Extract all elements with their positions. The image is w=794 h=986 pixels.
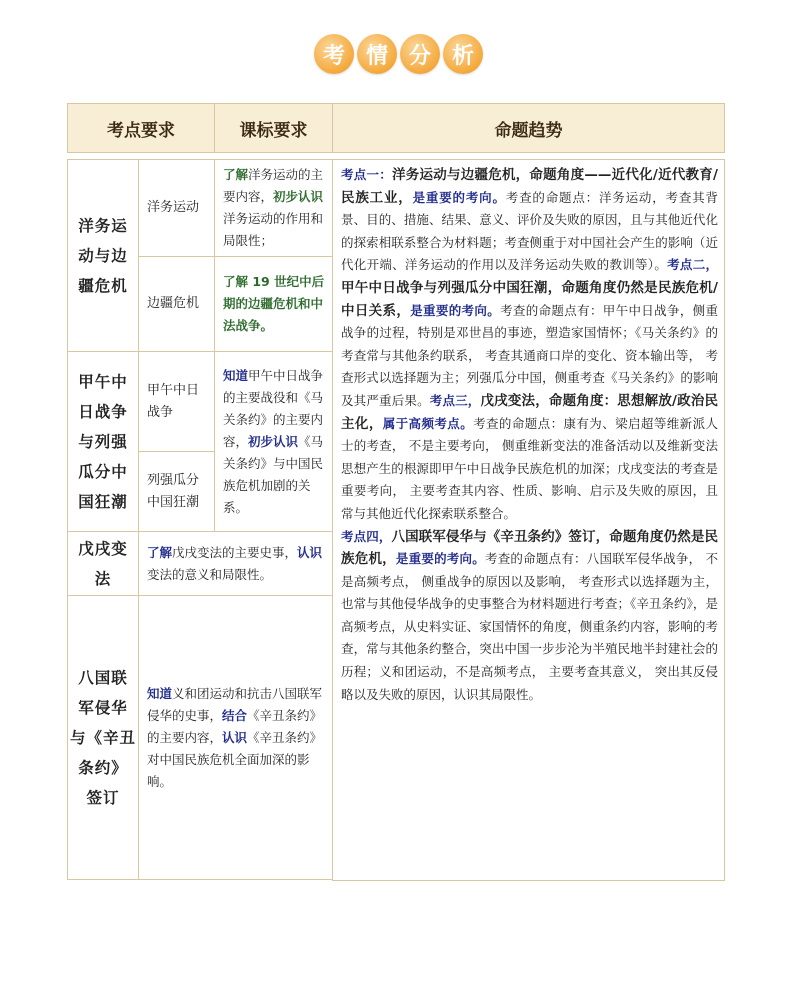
header-trend: 命题趋势	[333, 104, 725, 153]
sub-yangwu: 洋务运动	[139, 160, 215, 257]
banner-char: 析	[443, 34, 483, 74]
trend-column: 考点一：洋务运动与边疆危机，命题角度——近代化/近代教育/民族工业，是重要的考向。考查的命题点：洋务运动，考查其背景、目的、措施、结果、意义、评价及失败的原因，且与其他近代化的探索相联系整合为材料题；考查侧重于对中国社会产生的影响（近代化开端、洋务运动的作用以及洋务运动失败的教训等）。考点二，甲午中日战争与列强瓜分中国狂潮，命题角度仍然是民族危机/中日关系，是重要的考向。考查的命题点有：甲午中日战争，侧重战争的过程，特别是邓世昌的事迹，塑造家国情怀；《马关条约》的考查常与其他条约联系， 考查其通商口岸的变化、资本输出等， 考查形式以选择题为主；列强瓜分中国，侧重考查《马关条约》的影响及其严重后果。考点三，戊戌变法，命题角度：思想解放/政治民主化，属于高频考点。考查的命题点：康有为、梁启超等维新派人士的考查， 不是主要考向， 侧重维新变法的准备活动以及维新变法思想产生的根源即甲午中日战争民族危机的加深；戊戌变法的考查是重要考向， 主要考查其内容、性质、影响、启示及失败的原因，且常与其他近代化探索联系整合。 考点四，八国联军侵华与《辛丑条约》签订，命题角度仍然是民族危机，是重要的考向。考查的命题点有：八国联军侵华战争， 不是高频考点， 侧重战争的原因以及影响， 考查形式以选择题为主， 也常与其他侵华战争的史事整合为材料题进行考查；《辛丑条约》，是高频考点，从史料实证、家国情怀的角度，侧重条约内容，影响的考查，常与其他条约整合，突出中国一步步沦为半殖民地半封建社会的历程；义和团运动，不是高频考点， 主要考查其意义， 突出其反侵略以及失败的原因，认识其局限性。	[333, 160, 725, 881]
std-bianjiang: 了解 19 世纪中后期的边疆危机和中法战争。	[215, 257, 333, 352]
header-table	[67, 103, 725, 153]
banner-char: 考	[314, 34, 354, 74]
std-baguo: 知道义和团运动和抗击八国联军侵华的史事，结合《辛丑条约》的主要内容，认识《辛丑条约》对中国民族危机全面加深的影响。	[139, 596, 333, 880]
header-kaodian: 考点要求	[68, 104, 215, 153]
sub-jiawu: 甲午中日 战争	[139, 352, 215, 452]
sub-bianjiang: 边疆危机	[139, 257, 215, 352]
topic-baguo: 八国联 军侵华 与《辛丑 条约》 签订	[68, 596, 139, 880]
std-yangwu: 了解洋务运动的主要内容，初步认识洋务运动的作用和局限性；	[215, 160, 333, 257]
header-kebiao: 课标要求	[215, 104, 333, 153]
banner-char: 分	[400, 34, 440, 74]
std-wuxu: 了解戊戌变法的主要史事，认识变法的意义和局限性。	[139, 532, 333, 596]
section-banner	[314, 34, 483, 74]
topic-jiawu: 甲午中 日战争 与列强 瓜分中 国狂潮	[68, 352, 139, 532]
std-jiawu: 知道甲午中日战争的主要战役和《马关条约》的主要内容，初步认识《马关条约》与中国民族危机加剧的关系。	[215, 352, 333, 532]
sub-guafen: 列强瓜分 中国狂潮	[139, 452, 215, 532]
banner-char: 情	[357, 34, 397, 74]
topic-yangwu: 洋务运 动与边 疆危机	[68, 160, 139, 352]
topic-wuxu: 戊戌变 法	[68, 532, 139, 596]
analysis-table	[67, 159, 725, 881]
